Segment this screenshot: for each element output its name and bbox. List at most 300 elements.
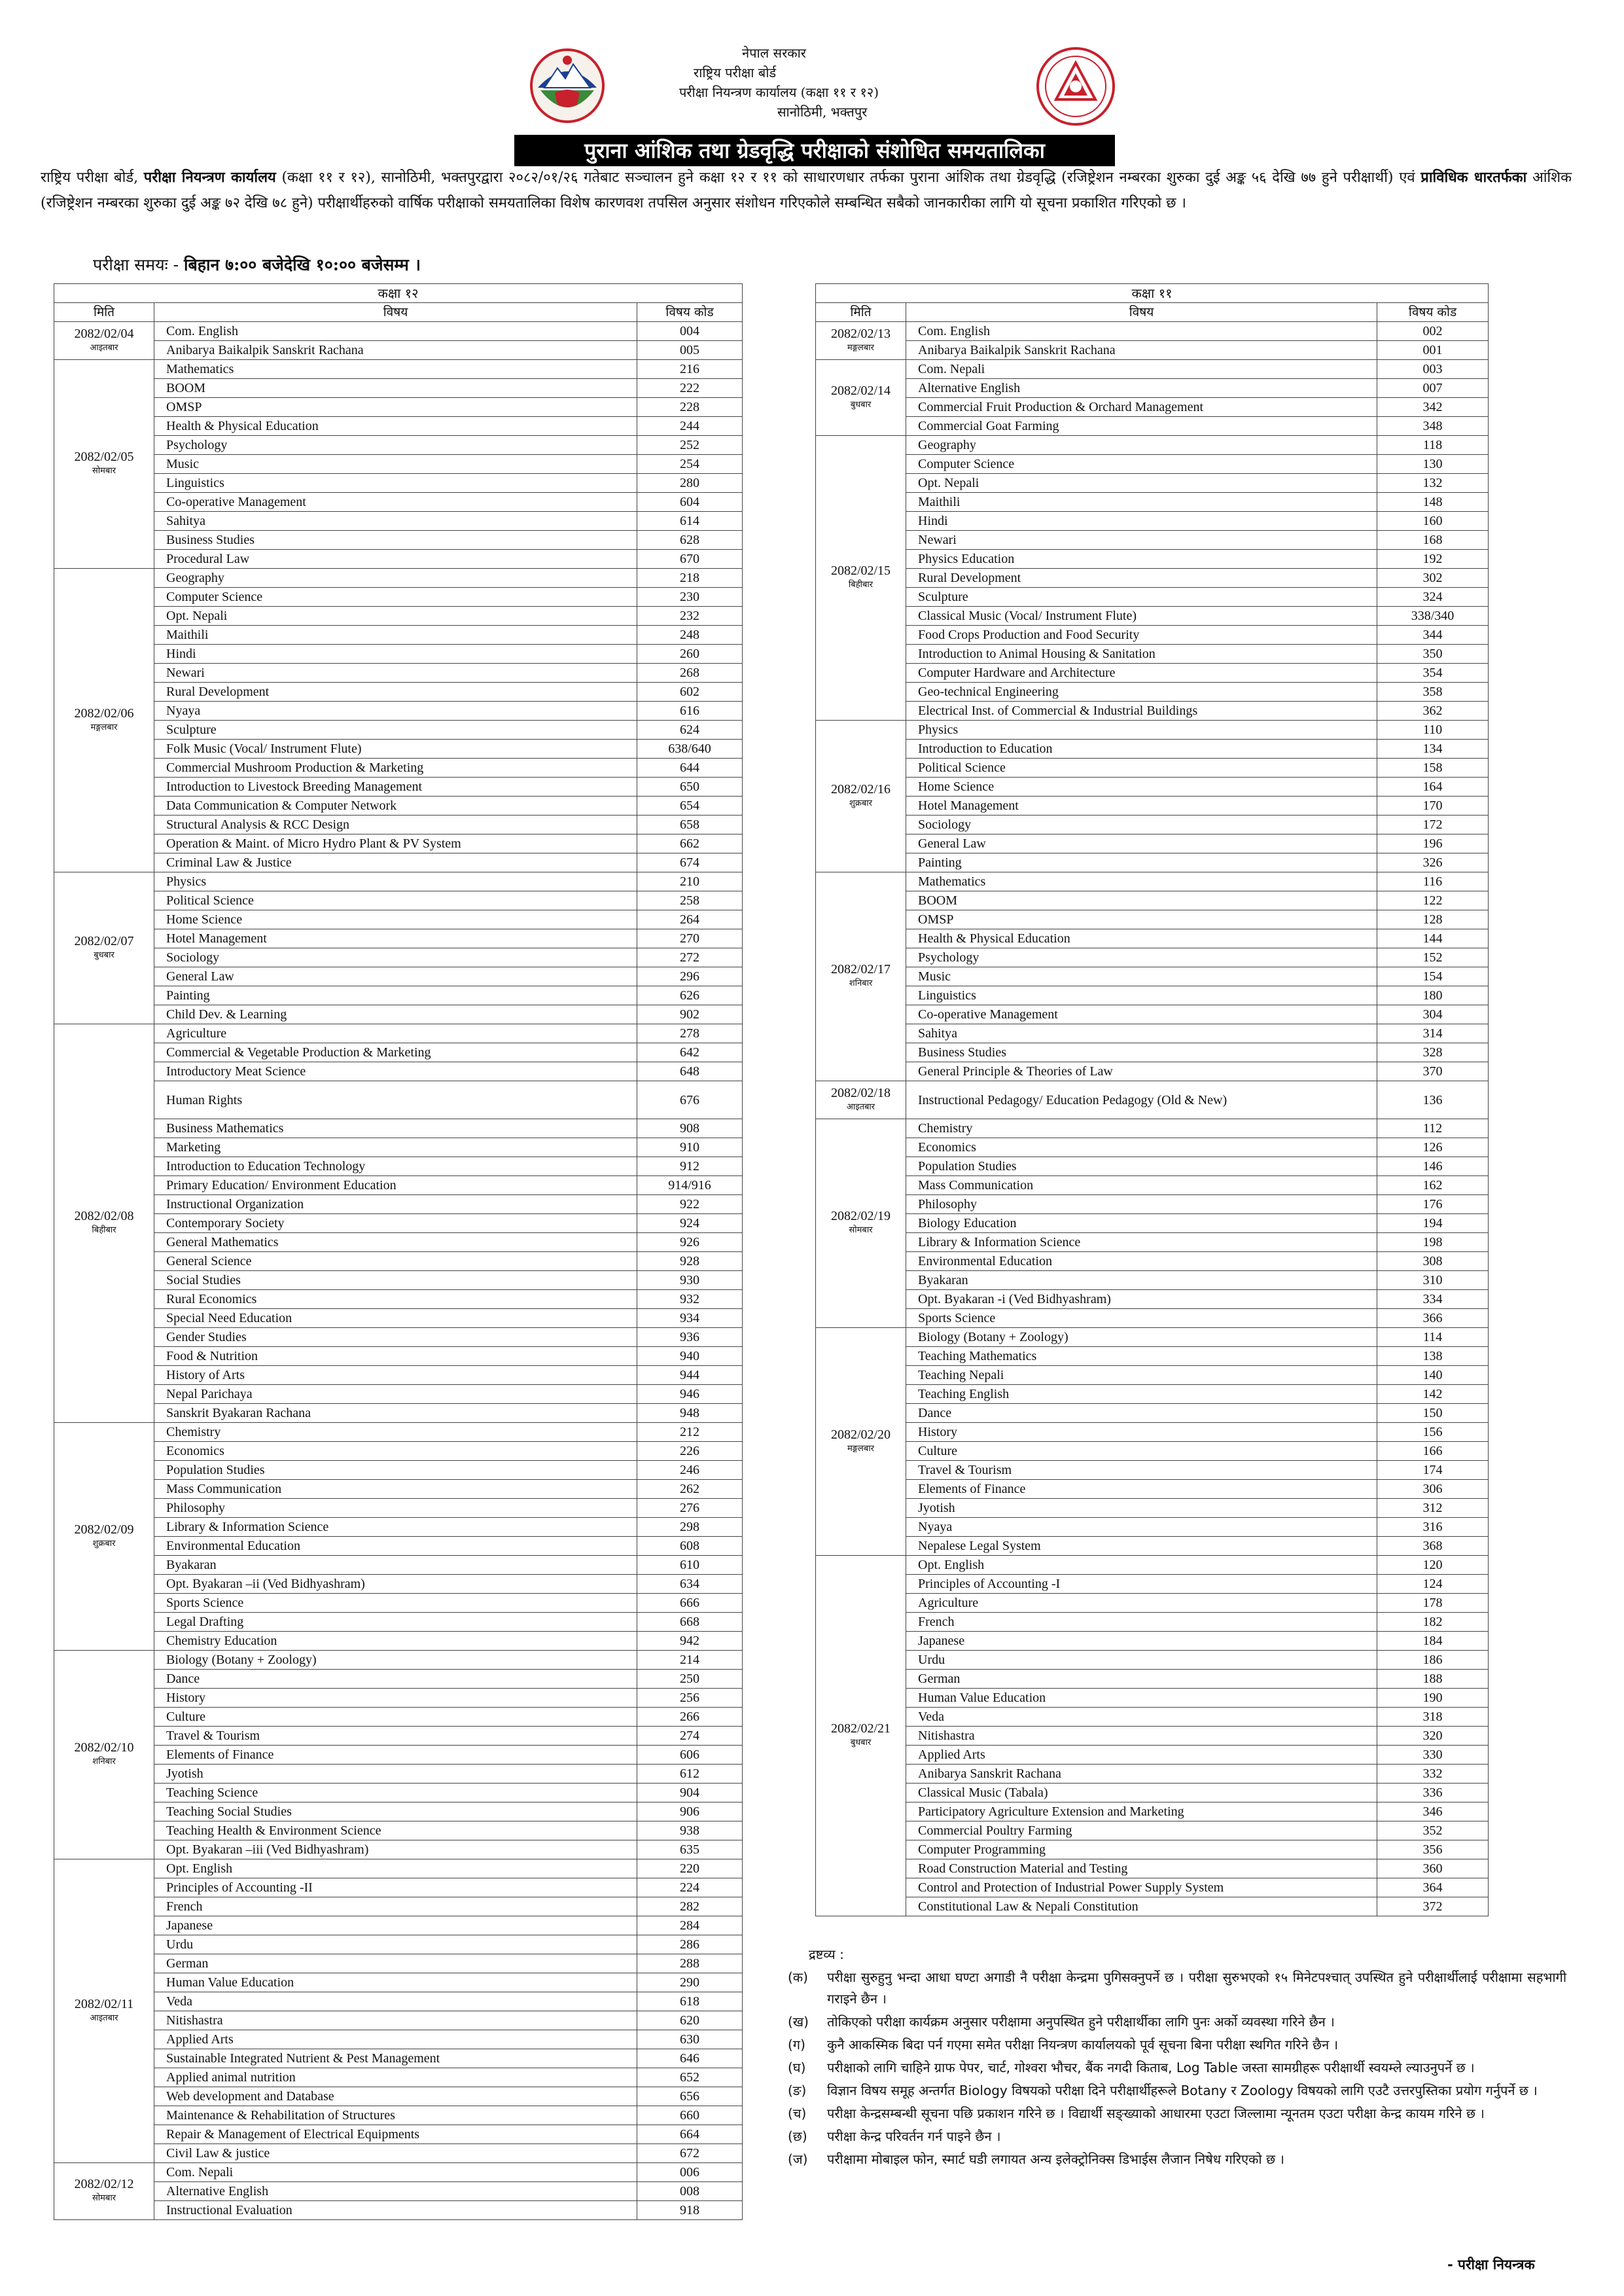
subject-name: Opt. Nepali [154, 607, 637, 626]
subject-name: Control and Protection of Industrial Power Supply System [906, 1878, 1377, 1897]
subject-code: 338/340 [1377, 607, 1489, 626]
subject-name: Sociology [906, 816, 1377, 834]
subject-code: 186 [1377, 1651, 1489, 1670]
table-row [54, 2030, 743, 2049]
subject-code: 120 [1377, 1556, 1489, 1575]
table-row [54, 550, 743, 569]
table-row [54, 360, 743, 379]
subject-name: Teaching English [906, 1385, 1377, 1404]
subject-name: Biology Education [906, 1214, 1377, 1233]
subject-name: Participatory Agriculture Extension and Marketing [906, 1803, 1377, 1821]
subject-code: 218 [637, 569, 743, 588]
table-row [54, 702, 743, 721]
subject-name: Electrical Inst. of Commercial & Industrial Buildings [906, 702, 1377, 721]
subject-code: 212 [637, 1423, 743, 1442]
table-row [54, 1423, 743, 1442]
table-row [816, 1480, 1489, 1499]
subject-code: 646 [637, 2049, 743, 2068]
subject-code: 350 [1377, 645, 1489, 664]
subject-name: Psychology [154, 436, 637, 455]
exam-date: 2082/02/13 [830, 326, 891, 341]
table-row [54, 1328, 743, 1347]
subject-name: Anibarya Sanskrit Rachana [906, 1765, 1377, 1784]
subject-code: 190 [1377, 1689, 1489, 1708]
header-board-line: राष्ट्रिय परीक्षा बोर्ड [694, 65, 777, 81]
subject-name: Rural Economics [154, 1290, 637, 1309]
subject-name: Teaching Nepali [906, 1366, 1377, 1385]
exam-time-value: बिहान ७:०० बजेदेखि १०:०० बजेसम्म । [184, 255, 421, 274]
subject-name: Introduction to Education Technology [154, 1157, 637, 1176]
note-text: कुनै आकस्मिक बिदा पर्न गएमा समेत परीक्षा नियन्त्रण कार्यालयको पूर्व सूचना बिना परीक्षा स्थगित गरिने छैन । [827, 2037, 1339, 2053]
table-row [816, 1290, 1489, 1309]
table-row [54, 1651, 743, 1670]
exam-date: 2082/02/19 [830, 1209, 891, 1223]
note-text: परीक्षामा मोबाइल फोन, स्मार्ट घडी लगायत अन्य इलेक्ट्रोनिक्स डिभाईस लैजान निषेध गरिएको छ । [827, 2151, 1284, 2167]
subject-code: 144 [1377, 929, 1489, 948]
table-row [54, 816, 743, 834]
subject-code: 608 [637, 1537, 743, 1556]
table-row [54, 1859, 743, 1878]
subject-name: Folk Music (Vocal/ Instrument Flute) [154, 740, 637, 759]
exam-date: 2082/02/12 [74, 2177, 134, 2191]
class-11-schedule-table [815, 283, 1489, 1916]
subject-name: Opt. Nepali [906, 474, 1377, 493]
table-row [54, 1214, 743, 1233]
table-row [816, 702, 1489, 721]
subject-name: Jyotish [906, 1499, 1377, 1518]
table-row [816, 1784, 1489, 1803]
table-row [54, 834, 743, 853]
subject-code: 001 [1377, 341, 1489, 360]
table-row [54, 531, 743, 550]
table-row [816, 1176, 1489, 1195]
subject-name: Nyaya [154, 702, 637, 721]
subject-code: 272 [637, 948, 743, 967]
subject-code: 134 [1377, 740, 1489, 759]
column-header-subject: विषय [906, 303, 1377, 322]
table-row [816, 341, 1489, 360]
subject-name: Commercial Fruit Production & Orchard Management [906, 398, 1377, 417]
subject-name: Computer Science [154, 588, 637, 607]
subject-code: 224 [637, 1878, 743, 1897]
note-item [788, 2080, 1566, 2102]
exam-day: शुक्रबार [849, 798, 872, 808]
table-row [816, 588, 1489, 607]
note-text: परीक्षा केन्द्रसम्बन्धी सूचना पछि प्रकाशन गरिने छ । विद्यार्थी सङ्ख्याको आधारमा एउटा जिल्लामा न्यूनतम एउटा परीक्षा केन्द्र कायम गरिने छ । [827, 2106, 1485, 2121]
subject-code: 124 [1377, 1575, 1489, 1594]
table-row [54, 1632, 743, 1651]
column-header-subject: विषय [154, 303, 637, 322]
subject-code: 166 [1377, 1442, 1489, 1461]
table-row [54, 2087, 743, 2106]
subject-name: Chemistry [906, 1119, 1377, 1138]
exam-day: मङ्गलबार [847, 342, 874, 353]
subject-code: 130 [1377, 455, 1489, 474]
subject-code: 172 [1377, 816, 1489, 834]
subject-name: Teaching Health & Environment Science [154, 1821, 637, 1840]
table-row [816, 664, 1489, 683]
subject-name: Business Studies [906, 1043, 1377, 1062]
subject-name: Mathematics [154, 360, 637, 379]
table-row [816, 1214, 1489, 1233]
subject-code: 324 [1377, 588, 1489, 607]
subject-code: 005 [637, 341, 743, 360]
table-row [54, 1765, 743, 1784]
exam-day: शनिबार [849, 978, 873, 988]
table-row [54, 1556, 743, 1575]
notes-heading: द्रष्टव्य : [809, 1946, 844, 1962]
exam-date-cell [816, 436, 906, 721]
subject-name: Classical Music (Tabala) [906, 1784, 1377, 1803]
subject-name: OMSP [154, 398, 637, 417]
table-row [54, 1119, 743, 1138]
table-row [54, 1195, 743, 1214]
subject-name: Social Studies [154, 1271, 637, 1290]
table-row [54, 436, 743, 455]
subject-code: 635 [637, 1840, 743, 1859]
subject-name: Human Value Education [906, 1689, 1377, 1708]
subject-name: History of Arts [154, 1366, 637, 1385]
table-row [54, 417, 743, 436]
table-row [54, 1784, 743, 1803]
subject-name: Web development and Database [154, 2087, 637, 2106]
subject-code: 356 [1377, 1840, 1489, 1859]
exam-date-cell [54, 322, 154, 360]
subject-name: General Science [154, 1252, 637, 1271]
subject-code: 932 [637, 1290, 743, 1309]
subject-code: 168 [1377, 531, 1489, 550]
exam-date-cell [816, 1556, 906, 1916]
subject-name: Business Studies [154, 531, 637, 550]
subject-code: 672 [637, 2144, 743, 2163]
subject-name: Computer Science [906, 455, 1377, 474]
subject-code: 618 [637, 1992, 743, 2011]
table-row [816, 816, 1489, 834]
exam-date: 2082/02/06 [74, 706, 134, 721]
table-row [816, 1233, 1489, 1252]
table-row [54, 1727, 743, 1746]
table-heading: कक्षा १२ [54, 284, 743, 303]
table-row [54, 2163, 743, 2182]
exam-day: बुधबार [850, 1738, 872, 1748]
table-row [816, 1271, 1489, 1290]
subject-name: Marketing [154, 1138, 637, 1157]
subject-name: Population Studies [906, 1157, 1377, 1176]
table-row [54, 853, 743, 872]
subject-code: 122 [1377, 891, 1489, 910]
subject-code: 612 [637, 1765, 743, 1784]
subject-code: 940 [637, 1347, 743, 1366]
table-row [816, 1518, 1489, 1537]
table-row [816, 778, 1489, 797]
subject-name: Gender Studies [154, 1328, 637, 1347]
subject-code: 003 [1377, 360, 1489, 379]
table-row [816, 797, 1489, 816]
subject-code: 226 [637, 1442, 743, 1461]
note-text: विज्ञान विषय समूह अन्तर्गत Biology विषयको परीक्षा दिने परीक्षार्थीहरूले Botany र Zoology विषयको लागि एउटै उत्तरपुस्तिका प्रयोग गर्नुपर्ने छ । [827, 2083, 1538, 2098]
table-row [816, 721, 1489, 740]
subject-name: Maithili [154, 626, 637, 645]
table-row [816, 417, 1489, 436]
exam-date-cell [54, 1423, 154, 1651]
subject-code: 904 [637, 1784, 743, 1803]
table-row [54, 1537, 743, 1556]
subject-name: Home Science [154, 910, 637, 929]
subject-code: 660 [637, 2106, 743, 2125]
subject-name: Opt. English [154, 1859, 637, 1878]
subject-code: 246 [637, 1461, 743, 1480]
exam-day: सोमबार [92, 466, 116, 476]
subject-name: Road Construction Material and Testing [906, 1859, 1377, 1878]
table-row [816, 1385, 1489, 1404]
subject-code: 318 [1377, 1708, 1489, 1727]
table-row [54, 891, 743, 910]
subject-name: Philosophy [154, 1499, 637, 1518]
exam-day: बुधबार [94, 950, 115, 960]
exam-date: 2082/02/16 [830, 781, 891, 797]
subject-name: Com. English [154, 322, 637, 341]
subject-code: 254 [637, 455, 743, 474]
subject-name: Com. Nepali [906, 360, 1377, 379]
subject-code: 910 [637, 1138, 743, 1157]
table-row [54, 1803, 743, 1821]
subject-code: 198 [1377, 1233, 1489, 1252]
subject-code: 118 [1377, 436, 1489, 455]
note-key: (छ) [788, 2128, 807, 2144]
table-row [54, 493, 743, 512]
subject-code: 642 [637, 1043, 743, 1062]
subject-code: 938 [637, 1821, 743, 1840]
subject-name: Physics [154, 872, 637, 891]
subject-name: Music [906, 967, 1377, 986]
subject-name: Com. English [906, 322, 1377, 341]
exam-date: 2082/02/04 [74, 326, 134, 341]
subject-code: 922 [637, 1195, 743, 1214]
subject-name: Nepalese Legal System [906, 1537, 1377, 1556]
table-row [54, 2011, 743, 2030]
subject-name: Library & Information Science [154, 1518, 637, 1537]
subject-code: 148 [1377, 493, 1489, 512]
subject-code: 160 [1377, 512, 1489, 531]
table-row [816, 1594, 1489, 1613]
subject-code: 328 [1377, 1043, 1489, 1062]
note-item [788, 2034, 1566, 2056]
subject-name: Structural Analysis & RCC Design [154, 816, 637, 834]
table-row [816, 891, 1489, 910]
table-row [54, 1935, 743, 1954]
table-row [54, 1613, 743, 1632]
subject-name: Elements of Finance [906, 1480, 1377, 1499]
subject-code: 270 [637, 929, 743, 948]
subject-name: Biology (Botany + Zoology) [154, 1651, 637, 1670]
subject-code: 330 [1377, 1746, 1489, 1765]
exam-day: आइतबार [90, 2013, 118, 2023]
subject-name: Alternative English [154, 2182, 637, 2201]
subject-code: 262 [637, 1480, 743, 1499]
subject-code: 664 [637, 2125, 743, 2144]
subject-code: 308 [1377, 1252, 1489, 1271]
table-row [816, 1632, 1489, 1651]
subject-name: Co-operative Management [906, 1005, 1377, 1024]
subject-name: Sculpture [906, 588, 1377, 607]
subject-code: 232 [637, 607, 743, 626]
class-12-schedule-table [54, 283, 743, 2220]
subject-code: 630 [637, 2030, 743, 2049]
subject-name: Commercial Poultry Farming [906, 1821, 1377, 1840]
subject-code: 126 [1377, 1138, 1489, 1157]
subject-code: 614 [637, 512, 743, 531]
table-row [816, 1727, 1489, 1746]
note-key: (ज) [788, 2151, 808, 2167]
note-item [788, 1967, 1566, 2010]
subject-name: German [154, 1954, 637, 1973]
subject-code: 156 [1377, 1423, 1489, 1442]
subject-name: Com. Nepali [154, 2163, 637, 2182]
table-row [54, 1518, 743, 1537]
exam-day: मङ्गलबार [90, 722, 118, 732]
exam-date-cell [816, 360, 906, 436]
subject-code: 930 [637, 1271, 743, 1290]
table-row [816, 1404, 1489, 1423]
subject-name: Economics [154, 1442, 637, 1461]
subject-code: 182 [1377, 1613, 1489, 1632]
subject-name: Nitishastra [906, 1727, 1377, 1746]
subject-name: Home Science [906, 778, 1377, 797]
subject-name: BOOM [906, 891, 1377, 910]
table-row [816, 1366, 1489, 1385]
subject-code: 007 [1377, 379, 1489, 398]
note-key: (ख) [788, 2014, 809, 2030]
exam-date: 2082/02/15 [830, 564, 891, 578]
table-row [54, 1916, 743, 1935]
subject-code: 320 [1377, 1727, 1489, 1746]
table-row [816, 1821, 1489, 1840]
subject-name: Political Science [154, 891, 637, 910]
subject-name: Mathematics [906, 872, 1377, 891]
subject-code: 934 [637, 1309, 743, 1328]
subject-name: Procedural Law [154, 550, 637, 569]
note-item [788, 2057, 1566, 2079]
note-item [788, 2149, 1566, 2170]
subject-name: Legal Drafting [154, 1613, 637, 1632]
table-row [816, 853, 1489, 872]
table-row [54, 1954, 743, 1973]
table-row [54, 872, 743, 891]
subject-code: 912 [637, 1157, 743, 1176]
table-row [54, 322, 743, 341]
table-row [816, 1613, 1489, 1632]
subject-code: 326 [1377, 853, 1489, 872]
table-row [816, 455, 1489, 474]
table-row [816, 436, 1489, 455]
subject-code: 914/916 [637, 1176, 743, 1195]
table-row [54, 398, 743, 417]
subject-name: Teaching Science [154, 1784, 637, 1803]
subject-name: Anibarya Baikalpik Sanskrit Rachana [154, 341, 637, 360]
subject-name: Rural Development [906, 569, 1377, 588]
table-row [816, 1556, 1489, 1575]
table-row [54, 967, 743, 986]
table-row [816, 1746, 1489, 1765]
subject-code: 282 [637, 1897, 743, 1916]
subject-code: 924 [637, 1214, 743, 1233]
table-row [54, 1442, 743, 1461]
subject-name: Criminal Law & Justice [154, 853, 637, 872]
exam-day: आइतबार [90, 342, 118, 353]
subject-code: 296 [637, 967, 743, 986]
table-row [816, 683, 1489, 702]
table-row [54, 1043, 743, 1062]
subject-code: 314 [1377, 1024, 1489, 1043]
table-row [816, 1442, 1489, 1461]
subject-name: General Mathematics [154, 1233, 637, 1252]
subject-name: Veda [906, 1708, 1377, 1727]
table-row [54, 948, 743, 967]
table-row [816, 1689, 1489, 1708]
subject-code: 302 [1377, 569, 1489, 588]
table-row [816, 967, 1489, 986]
subject-name: Teaching Social Studies [154, 1803, 637, 1821]
subject-name: Byakaran [906, 1271, 1377, 1290]
subject-name: Elements of Finance [154, 1746, 637, 1765]
note-key: (ङ) [788, 2083, 807, 2098]
subject-code: 140 [1377, 1366, 1489, 1385]
subject-name: Instructional Organization [154, 1195, 637, 1214]
subject-code: 306 [1377, 1480, 1489, 1499]
subject-code: 944 [637, 1366, 743, 1385]
signature: - परीक्षा नियन्त्रक [1447, 2257, 1535, 2272]
exam-day: बुधबार [850, 399, 872, 410]
table-row [816, 1461, 1489, 1480]
exam-date-cell [54, 569, 154, 872]
exam-date: 2082/02/17 [830, 962, 891, 977]
subject-code: 174 [1377, 1461, 1489, 1480]
subject-name: Psychology [906, 948, 1377, 967]
table-row [54, 759, 743, 778]
table-row [54, 1157, 743, 1176]
table-row [816, 872, 1489, 891]
intro-paragraph: राष्ट्रिय परीक्षा बोर्ड, परीक्षा नियन्त्रण कार्यालय (कक्षा ११ र १२), सानोठिमी, भक्तपुरद्वारा २०८२/०१/२६ गतेबाट सञ्चालन हुने कक्षा १२ र ११ को साधारणधार तर्फका पुराना आंशिक तथा ग्रेडवृद्धि (रजिष्ट्रेशन नम्बरका शुरुका दुई अङ्क ५६ देखि ७७ हुने परीक्षार्थी) एवं प्राविधिक धारतर्फका आंशिक (रजिष्ट्रेशन नम्बरका शुरुका दुई अङ्क ७२ देखि ७८ हुने) परीक्षार्थीहरुको वार्षिक परीक्षाको समयतालिका विशेष कारणवश तपसिल अनुसार संशोधन गरिएकोले सम्बन्धित सबैको जानकारीका लागि यो सूचना प्रकाशित गरिएको छ । [41, 169, 1572, 211]
subject-name: Operation & Maint. of Micro Hydro Plant & PV System [154, 834, 637, 853]
subject-code: 158 [1377, 759, 1489, 778]
subject-name: Commercial Mushroom Production & Marketing [154, 759, 637, 778]
subject-code: 152 [1377, 948, 1489, 967]
table-row [816, 1081, 1489, 1119]
subject-name: Mass Communication [154, 1480, 637, 1499]
subject-code: 336 [1377, 1784, 1489, 1803]
subject-code: 284 [637, 1916, 743, 1935]
subject-code: 936 [637, 1328, 743, 1347]
table-row [816, 1119, 1489, 1138]
subject-code: 902 [637, 1005, 743, 1024]
subject-name: Painting [906, 853, 1377, 872]
table-row [816, 360, 1489, 379]
table-row [54, 910, 743, 929]
subject-name: Sustainable Integrated Nutrient & Pest Management [154, 2049, 637, 2068]
subject-name: Maithili [906, 493, 1377, 512]
table-row [816, 569, 1489, 588]
exam-date: 2082/02/05 [74, 450, 134, 464]
subject-code: 178 [1377, 1594, 1489, 1613]
subject-code: 132 [1377, 474, 1489, 493]
subject-name: Geography [154, 569, 637, 588]
subject-name: Repair & Management of Electrical Equipments [154, 2125, 637, 2144]
exam-day: सोमबार [92, 2193, 116, 2203]
subject-name: Business Mathematics [154, 1119, 637, 1138]
subject-name: Teaching Mathematics [906, 1347, 1377, 1366]
exam-time-label: परीक्षा समयः - [93, 255, 184, 274]
subject-name: Civil Law & justice [154, 2144, 637, 2163]
